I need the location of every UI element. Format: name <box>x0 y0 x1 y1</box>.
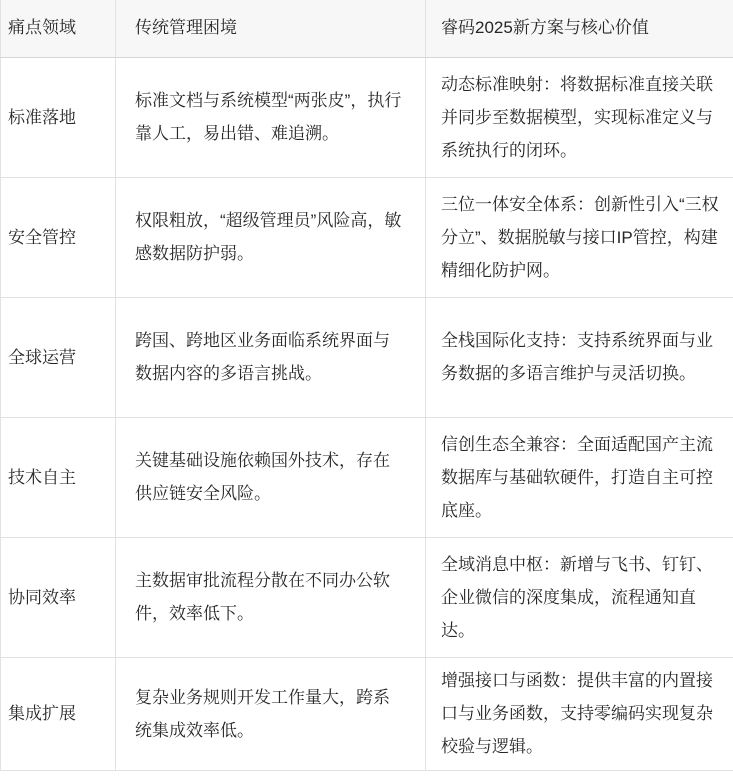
cell-problem: 标准文档与系统模型“两张皮”，执行靠人工，易出错、难追溯。 <box>116 57 426 177</box>
table-header-row <box>1 0 733 57</box>
table-row-tech-autonomy <box>1 417 733 537</box>
cell-problem: 复杂业务规则开发工作量大，跨系统集成效率低。 <box>116 657 426 770</box>
table-row-standard-implementation <box>1 57 733 177</box>
cell-solution: 增强接口与函数：提供丰富的内置接口与业务函数，支持零编码实现复杂校验与逻辑。 <box>426 657 733 770</box>
cell-solution: 全栈国际化支持：支持系统界面与业务数据的多语言维护与灵活切换。 <box>426 297 733 417</box>
cell-pain-area: 安全管控 <box>1 177 116 297</box>
column-header-new-solution: 睿码2025新方案与核心价值 <box>426 0 733 57</box>
cell-pain-area: 标准落地 <box>1 57 116 177</box>
cell-problem: 主数据审批流程分散在不同办公软件，效率低下。 <box>116 537 426 657</box>
cell-solution: 三位一体安全体系：创新性引入“三权分立”、数据脱敏与接口IP管控，构建精细化防护网。 <box>426 177 733 297</box>
cell-solution: 全域消息中枢：新增与飞书、钉钉、企业微信的深度集成，流程通知直达。 <box>426 537 733 657</box>
cell-solution: 动态标准映射：将数据标准直接关联并同步至数据模型，实现标准定义与系统执行的闭环。 <box>426 57 733 177</box>
table-row-collaboration-efficiency <box>1 537 733 657</box>
cell-problem: 跨国、跨地区业务面临系统界面与数据内容的多语言挑战。 <box>116 297 426 417</box>
cell-pain-area: 技术自主 <box>1 417 116 537</box>
table-row-global-operations <box>1 297 733 417</box>
cell-problem: 关键基础设施依赖国外技术，存在供应链安全风险。 <box>116 417 426 537</box>
table-row-integration-expansion <box>1 657 733 770</box>
cell-pain-area: 集成扩展 <box>1 657 116 770</box>
cell-solution: 信创生态全兼容：全面适配国产主流数据库与基础软硬件，打造自主可控底座。 <box>426 417 733 537</box>
cell-pain-area: 协同效率 <box>1 537 116 657</box>
cell-problem: 权限粗放，“超级管理员”风险高，敏感数据防护弱。 <box>116 177 426 297</box>
table-row-security-control <box>1 177 733 297</box>
column-header-pain-area: 痛点领域 <box>1 0 116 57</box>
column-header-traditional-dilemma: 传统管理困境 <box>116 0 426 57</box>
cell-pain-area: 全球运营 <box>1 297 116 417</box>
